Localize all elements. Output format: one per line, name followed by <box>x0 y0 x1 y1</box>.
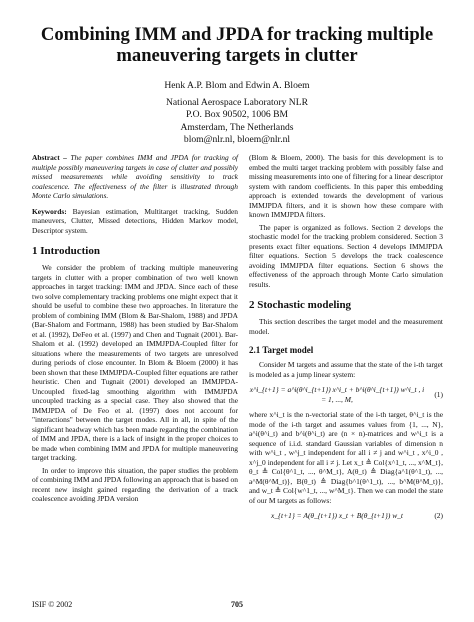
intro-continued-paragraph: (Blom & Bloem, 2000). The basis for this development is to embed the multi target tracking problem with possibly false and missing measurements into one of filtering for a linear descriptor system with random coefficients. In this paper this embedding approach is extended towards the development of various IMMJPDA filters, and it is shown how these compare with known IMMJPDA filters. <box>249 153 443 219</box>
section2-intro: This section describes the target model and the measurement model. <box>249 317 443 336</box>
equation-1-body: x^i_{t+1} = a^i(θ^i_{t+1}) x^i_t + b^i(θ^i_{t+1}) w^i_t , i = 1, ..., M, <box>249 385 425 404</box>
abstract-label: Abstract – <box>32 153 67 162</box>
abstract <box>32 153 238 201</box>
keywords <box>32 207 238 236</box>
keywords-label: Keywords: <box>32 206 67 216</box>
intro-paragraph-1: We consider the problem of tracking multiple maneuvering targets in clutter with a proper combination of two well known approaches in target tracking: IMM and JPDA. Since each of these two solve complementary tracking problems one might expect that it should be useful to combine these two approaches. In literature the problem of combining IMM (Blom & Bar-Shalom, 1988) and JPDA (Bar-Shalom and Fortmann, 1988) has been studied by Bar-Shalom et al. (1992), DeFeo et al. (1997) and Chen and Tugnait (2001). Bar-Shalom et al. (1992) developed an IMMJPDA-Coupled filter for situations where the measurements of two targets are unresolved during periods of close encounter. In Blom & Bloem (2000) it has been shown that these IMMJPDA-Coupled filter equations are rather heuristic. Chen and Tugnait (2001) developed an IMMJPDA-Uncoupled fixed-lag smoothing algorithm with IMMJPDA uncoupled tracking as a special case. They also showed that the IMMJPDA of De Feo et al. (1997) does not account for "interactions" between the target modes. All in all, in spite of the significant headway which has been made regarding the combination of IMM and JPDA, there is a lack of insight in the proper choices to be made when combining IMM and JPDA for multiple maneuvering target tracking. <box>32 263 238 462</box>
abstract-text: The paper combines IMM and JPDA for tracking of multiple possibly maneuvering targets in case of clutter and possibly missed measurements while avoiding sensitivity to track coalescence. The effectiveness of the filter is illustrated through Monte Carlo simulations. <box>32 153 238 200</box>
page-number: 705 <box>231 600 243 609</box>
target-model-paragraph-1: Consider M targets and assume that the state of the i-th target is modeled as a jump linear system: <box>249 360 443 379</box>
paper-title: Combining IMM and JPDA for tracking multiple maneuvering targets in clutter <box>40 24 434 66</box>
intro-paragraph-2: In order to improve this situation, the paper studies the problem of combining IMM and JPDA following an approach that is based on recent new insight gained regarding the derivation of a track coalescence avoiding JPDA version <box>32 465 238 503</box>
keywords-text: Bayesian estimation, Multitarget tracking, Sudden maneuvers, Clutter, Missed detections, Hidden Markov model, Descriptor system. <box>32 206 238 235</box>
equation-2-number: (2) <box>434 511 443 520</box>
equation-2-body: x_{t+1} = A(θ_{t+1}) x_t + B(θ_{t+1}) w_t <box>271 511 403 520</box>
target-model-paragraph-2: where x^i_t is the n-vectorial state of the i-th target, θ^i_t is the mode of the i-th target and assumes values from {1, ..., N}, a^i(θ^i_t) and b^i(θ^i_t) are (n × n)-matrices and w^i_t is a sequence of i.i.d. standard Gaussian variables of dimension n with w^i_t , w^j_t independent for all i ≠ j and w^i_t , x^i_0 , x^j_0 independent for all i ≠ j. Let x_t ≜ Col{x^1_t, ..., x^M_t}, θ_t ≜ Col{θ^1_t, ..., θ^M_t}, A(θ_t) ≜ Diag{a^1(θ^1_t), ..., a^M(θ^M_t)}, B(θ_t) ≜ Diag{b^1(θ^1_t), ..., b^M(θ^M_t)}, and w_t ≜ Col{w^1_t, ..., w^M_t}. Then we can model the state of our M targets as follows: <box>249 410 443 505</box>
organization-paragraph: The paper is organized as follows. Section 2 develops the stochastic model for the tracking problem considered. Section 3 presents exact filter equations. Section 4 develops IMMJPDA filter equations. Section 5 develops the track coalescence avoiding IMMJPDA filter equations. Section 6 shows the effectiveness of the approach through Monte Carlo simulation results. <box>249 222 443 289</box>
right-column <box>249 153 443 527</box>
section-heading-introduction: 1 Introduction <box>32 245 100 257</box>
affiliation: National Aerospace Laboratory NLR <box>166 96 308 108</box>
subsection-heading-target-model: 2.1 Target model <box>249 345 314 355</box>
author-block <box>0 80 474 147</box>
equation-1 <box>249 385 443 404</box>
address-line-1: P.O. Box 90502, 1006 BM <box>185 109 289 120</box>
equation-2 <box>249 511 443 521</box>
address-line-2: Amsterdam, The Netherlands <box>180 121 294 133</box>
left-column <box>32 153 238 507</box>
equation-1-number: (1) <box>434 389 443 399</box>
section-heading-stochastic-modeling: 2 Stochastic modeling <box>249 299 352 311</box>
copyright-footer: ISIF © 2002 <box>32 600 73 609</box>
author-names: Henk A.P. Blom and Edwin A. Bloem <box>164 80 310 91</box>
email: blom@nlr.nl, bloem@nlr.nl <box>183 134 291 145</box>
